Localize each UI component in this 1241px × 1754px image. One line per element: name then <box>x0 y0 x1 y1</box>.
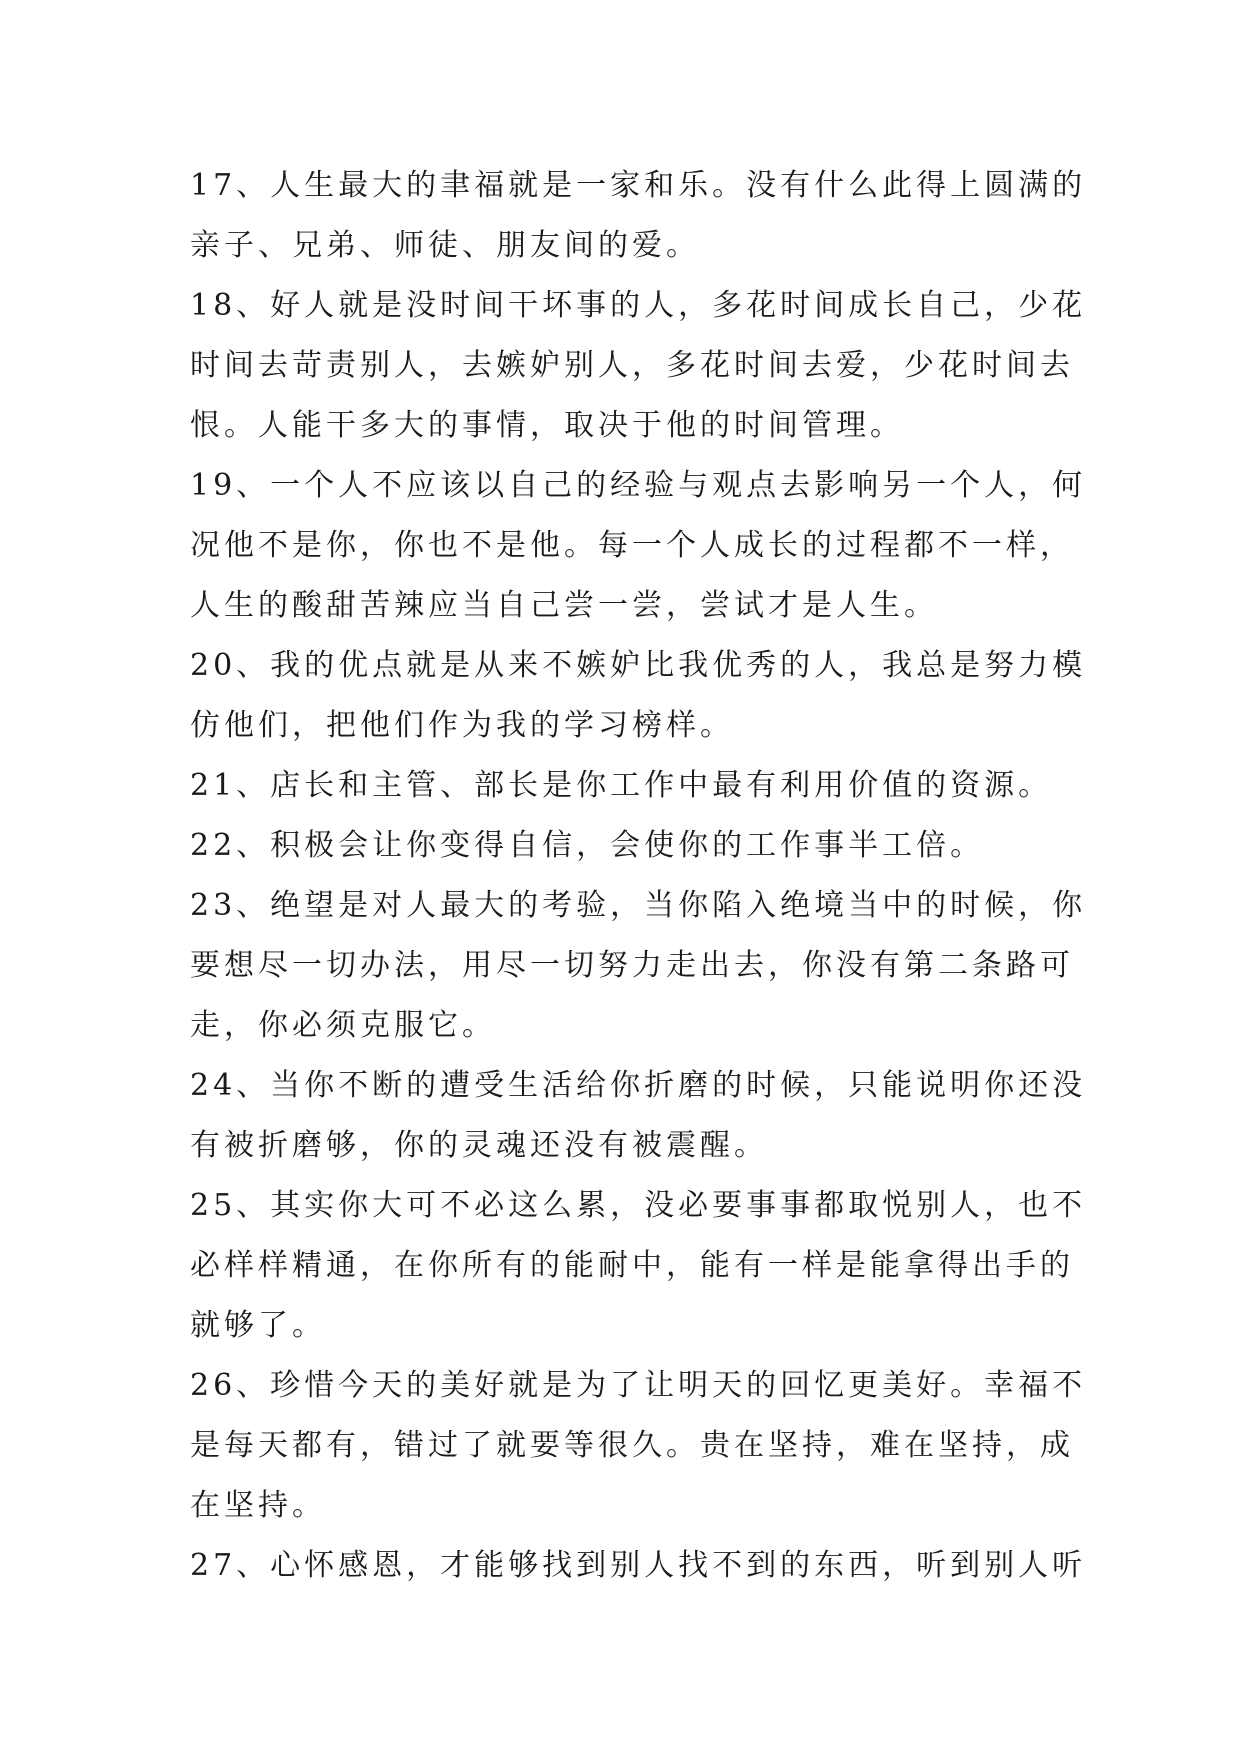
text-line: 时间去苛责别人，去嫉妒别人，多花时间去爱，少花时间去 <box>190 348 1074 383</box>
text-line: 19、一个人不应该以自己的经验与观点去影响另一个人，何 <box>190 468 1087 503</box>
text-line: 在坚持。 <box>190 1488 326 1523</box>
text-line: 20、我的优点就是从来不嫉妒比我优秀的人，我总是努力模 <box>190 648 1087 683</box>
text-line: 23、绝望是对人最大的考验，当你陷入绝境当中的时候，你 <box>190 888 1087 923</box>
text-line: 27、心怀感恩，才能够找到别人找不到的东西，听到别人听 <box>190 1548 1087 1583</box>
text-line: 18、好人就是没时间干坏事的人，多花时间成长自己，少花 <box>190 288 1087 323</box>
text-line: 亲子、兄弟、师徒、朋友间的爱。 <box>190 228 700 263</box>
text-line: 必样样精通，在你所有的能耐中，能有一样是能拿得出手的 <box>190 1248 1074 1283</box>
text-line: 22、积极会让你变得自信，会使你的工作事半工倍。 <box>190 828 985 863</box>
text-line: 26、珍惜今天的美好就是为了让明天的回忆更美好。幸福不 <box>190 1368 1087 1403</box>
text-line: 仿他们，把他们作为我的学习榜样。 <box>190 708 734 743</box>
text-line: 是每天都有，错过了就要等很久。贵在坚持，难在坚持，成 <box>190 1428 1074 1463</box>
text-line: 要想尽一切办法，用尽一切努力走出去，你没有第二条路可 <box>190 948 1074 983</box>
text-line: 25、其实你大可不必这么累，没必要事事都取悦别人，也不 <box>190 1188 1087 1223</box>
text-line: 21、店长和主管、部长是你工作中最有利用价值的资源。 <box>190 768 1053 803</box>
text-line: 就够了。 <box>190 1308 326 1343</box>
text-line: 走，你必须克服它。 <box>190 1008 496 1043</box>
text-line: 人生的酸甜苦辣应当自己尝一尝，尝试才是人生。 <box>190 588 938 623</box>
text-line: 恨。人能干多大的事情，取决于他的时间管理。 <box>190 408 904 443</box>
document-body <box>190 156 1087 1596</box>
text-line: 有被折磨够，你的灵魂还没有被震醒。 <box>190 1128 768 1163</box>
text-line: 24、当你不断的遭受生活给你折磨的时候，只能说明你还没 <box>190 1068 1087 1103</box>
text-line: 况他不是你，你也不是他。每一个人成长的过程都不一样， <box>190 528 1074 563</box>
text-line: 17、人生最大的聿福就是一家和乐。没有什么此得上圆满的 <box>190 168 1087 203</box>
